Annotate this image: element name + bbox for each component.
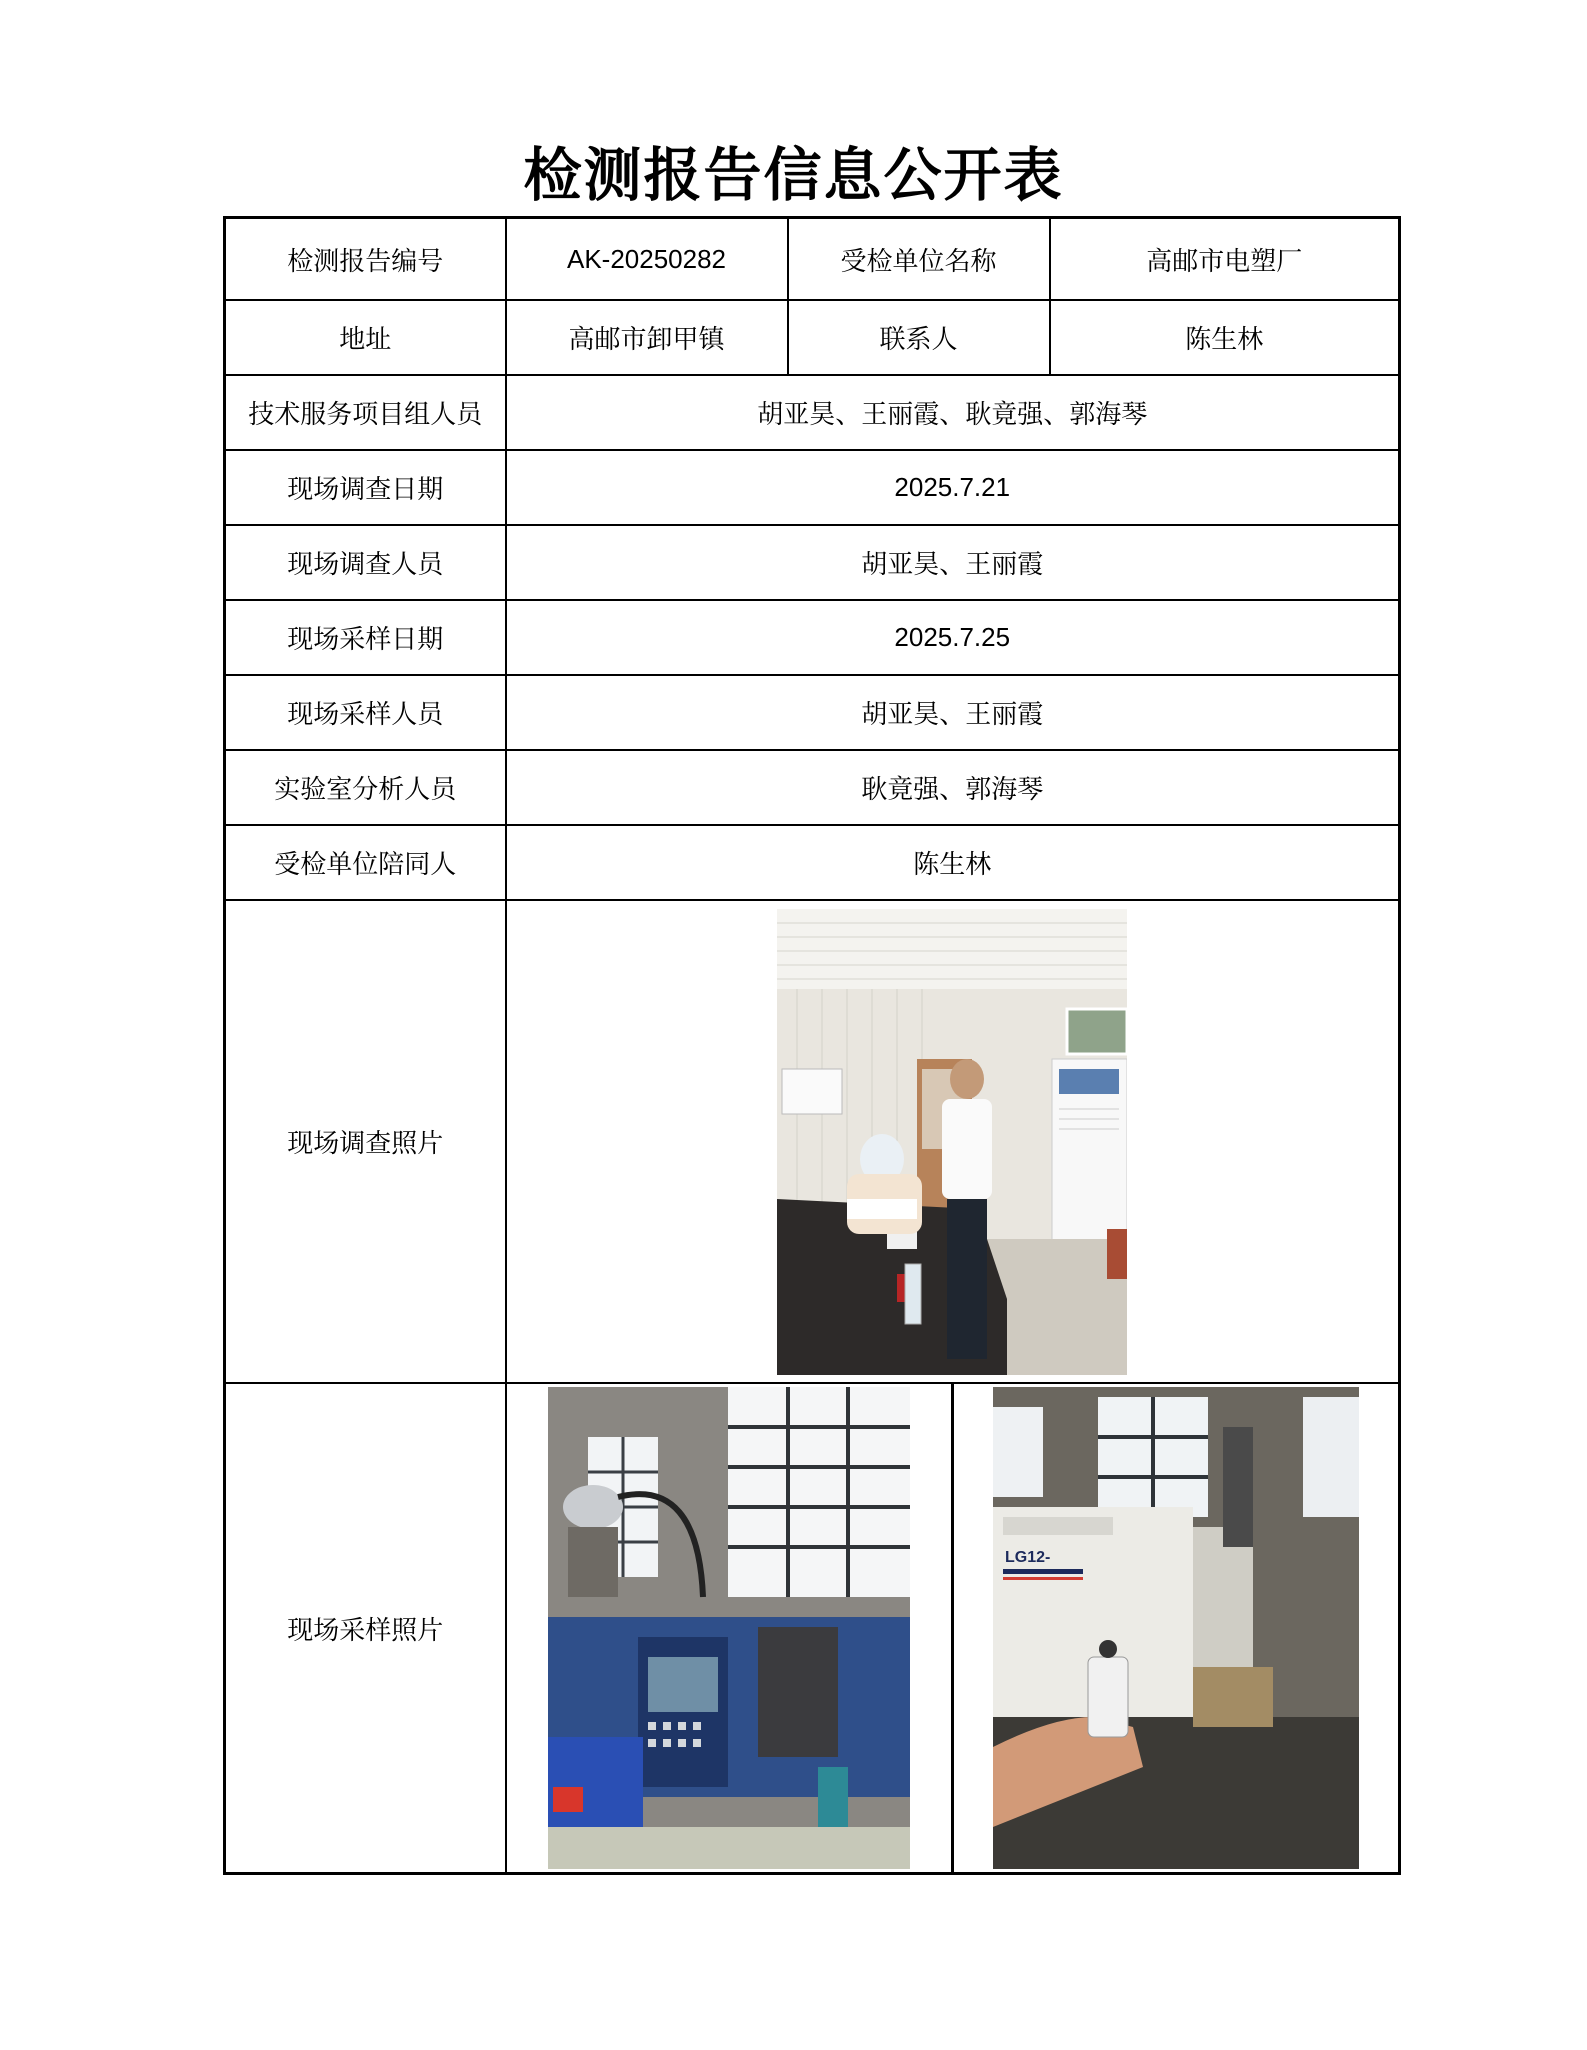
survey-staff-value: 胡亚昊、王丽霞 xyxy=(506,525,1400,600)
survey-date-label: 现场调查日期 xyxy=(225,450,506,525)
unit-name-label: 受检单位名称 xyxy=(788,218,1050,301)
report-info-table xyxy=(223,216,1401,1875)
sampling-photo-right-cell xyxy=(951,1384,1398,1872)
sampling-photo-left xyxy=(548,1387,910,1869)
address-label: 地址 xyxy=(225,300,506,375)
lab-staff-value: 耿竟强、郭海琴 xyxy=(506,750,1400,825)
sampling-staff-value: 胡亚昊、王丽霞 xyxy=(506,675,1400,750)
team-value: 胡亚昊、王丽霞、耿竟强、郭海琴 xyxy=(506,375,1400,450)
team-label: 技术服务项目组人员 xyxy=(225,375,506,450)
sampling-staff-label: 现场采样人员 xyxy=(225,675,506,750)
address-value: 高邮市卸甲镇 xyxy=(506,300,788,375)
table-row xyxy=(225,218,1400,301)
survey-photo-cell xyxy=(506,900,1400,1383)
office-survey-illustration xyxy=(777,909,1127,1375)
survey-staff-label: 现场调查人员 xyxy=(225,525,506,600)
sampling-photo-left-cell xyxy=(507,1384,951,1872)
sampling-photo-right xyxy=(993,1387,1359,1869)
report-no-label: 检测报告编号 xyxy=(225,218,506,301)
table-row xyxy=(225,525,1400,600)
table-row xyxy=(225,375,1400,450)
sampling-photo-cell xyxy=(506,1383,1400,1874)
table-row xyxy=(225,300,1400,375)
noise-meter-illustration xyxy=(993,1387,1359,1869)
contact-value: 陈生林 xyxy=(1050,300,1400,375)
page-title: 检测报告信息公开表 xyxy=(523,141,1064,209)
survey-date-value: 2025.7.21 xyxy=(506,450,1400,525)
lab-staff-label: 实验室分析人员 xyxy=(225,750,506,825)
table-row xyxy=(225,675,1400,750)
table-row xyxy=(225,600,1400,675)
sampling-date-value: 2025.7.25 xyxy=(506,600,1400,675)
table-row xyxy=(225,825,1400,900)
escort-value: 陈生林 xyxy=(506,825,1400,900)
contact-label: 联系人 xyxy=(788,300,1050,375)
sampling-photo-label: 现场采样照片 xyxy=(225,1383,506,1874)
survey-photo-label: 现场调查照片 xyxy=(225,900,506,1383)
escort-label: 受检单位陪同人 xyxy=(225,825,506,900)
table-row xyxy=(225,450,1400,525)
table-row xyxy=(225,1383,1400,1874)
injection-machine-illustration xyxy=(548,1387,910,1869)
sampling-date-label: 现场采样日期 xyxy=(225,600,506,675)
report-no-value: AK-20250282 xyxy=(506,218,788,301)
sampling-photos xyxy=(507,1384,1399,1872)
machine-model-label: LG12- xyxy=(1004,1549,1051,1566)
unit-name-value: 高邮市电塑厂 xyxy=(1050,218,1400,301)
survey-photo xyxy=(777,909,1127,1375)
table-row xyxy=(225,750,1400,825)
table-row xyxy=(225,900,1400,1383)
